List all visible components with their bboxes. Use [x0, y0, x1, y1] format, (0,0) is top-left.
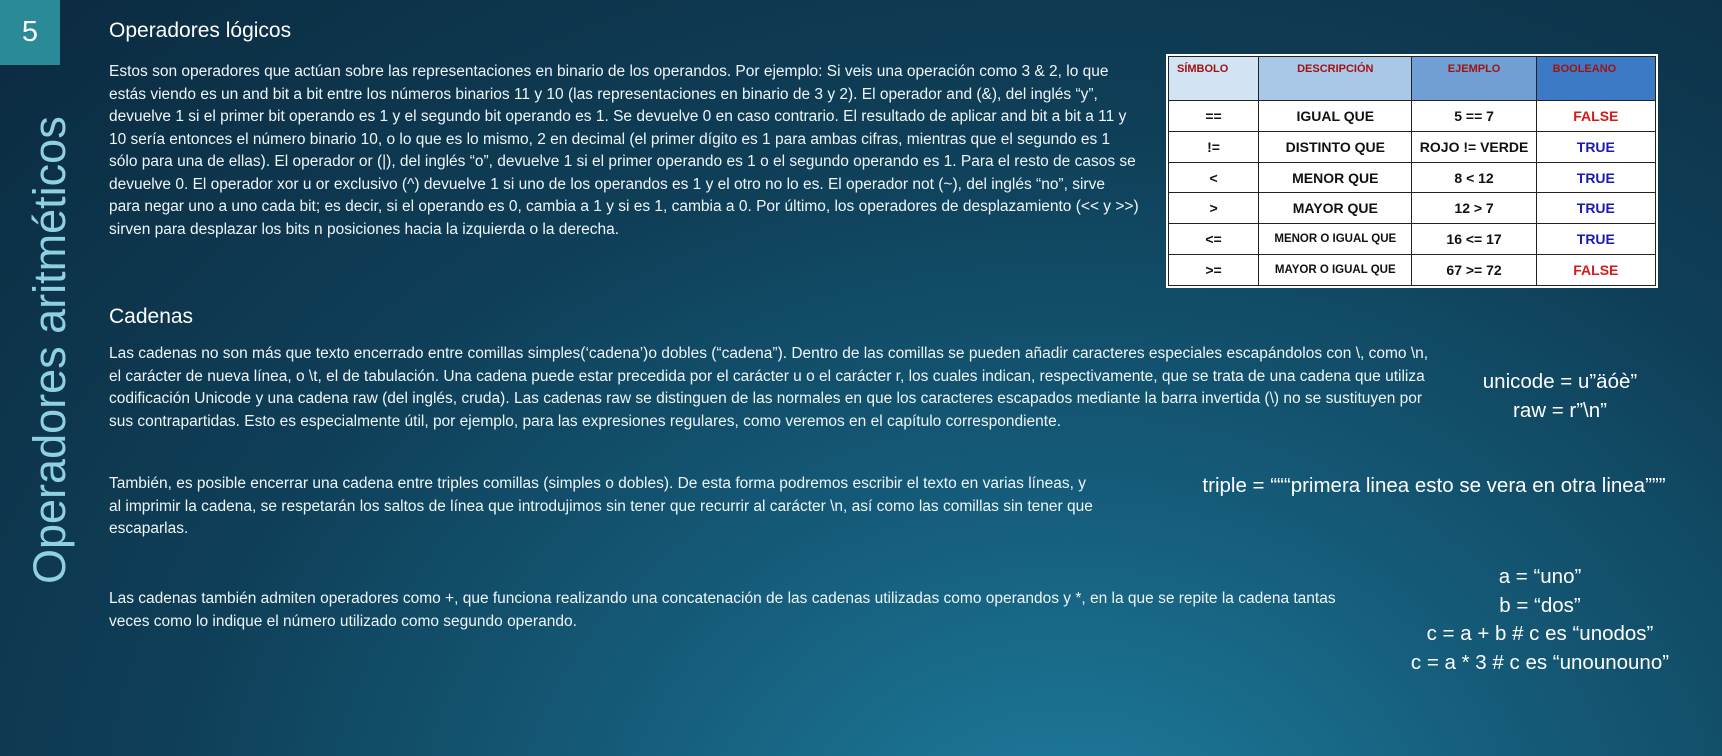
table-header-row — [1169, 57, 1656, 101]
cell-boolean: FALSE — [1536, 255, 1655, 286]
cell-description: MENOR O IGUAL QUE — [1259, 224, 1412, 255]
table-row — [1169, 101, 1656, 132]
cell-symbol: > — [1169, 193, 1259, 224]
table-row — [1169, 162, 1656, 193]
cell-boolean: TRUE — [1536, 131, 1655, 162]
cell-boolean: FALSE — [1536, 101, 1655, 132]
cell-description: MAYOR O IGUAL QUE — [1259, 255, 1412, 286]
code-line: c = a * 3 # c es “unounouno” — [1410, 650, 1670, 674]
strings-paragraph-2: También, es posible encerrar una cadena entre triples comillas (simples o dobles). De esta forma podremos escribir el texto en varias líneas, y al imprimir la cadena, se respetarán los saltos de línea que introdujimos sin tener que recurrir al carácter \n, así como las comillas sin tener que escaparlas. — [109, 475, 1093, 537]
cell-description: MENOR QUE — [1259, 162, 1412, 193]
section-heading-strings: Cadenas — [109, 305, 194, 328]
header-boolean: BOOLEANO — [1536, 57, 1655, 101]
comparison-table — [1166, 54, 1658, 288]
header-description: DESCRIPCIÓN — [1259, 57, 1412, 101]
strings-paragraph-1: Las cadenas no son más que texto encerrado entre comillas simples(‘cadena’)o dobles (“cadena”). Dentro de las comillas se pueden añadir caracteres especiales escapándolos con \, como \n, el carácter de nueva línea, o \t, el de tabulación. Una cadena puede estar precedida por el carácter u o el carácter r, los cuales indican, respectivamente, que se trata de una cadena que utiliza codificación Unicode y una cadena raw (del inglés, cruda). Las cadenas raw se distinguen de las normales en que los caracteres escapados mediante la barra invertida (\) no se sustituyen por sus contrapartidas. Esto es especialmente útil, por ejemplo, para las expresiones regulares, como veremos en el capítulo correspondiente. — [109, 345, 1429, 430]
cell-boolean: TRUE — [1536, 224, 1655, 255]
cell-example: ROJO != VERDE — [1412, 131, 1536, 162]
cell-symbol: == — [1169, 101, 1259, 132]
section-heading-logical-operators: Operadores lógicos — [109, 19, 292, 42]
header-example: EJEMPLO — [1412, 57, 1536, 101]
code-line: b = “dos” — [1499, 593, 1581, 617]
cell-symbol: >= — [1169, 255, 1259, 286]
cell-description: IGUAL QUE — [1259, 101, 1412, 132]
cell-description: DISTINTO QUE — [1259, 131, 1412, 162]
table-row — [1169, 193, 1656, 224]
cell-symbol: <= — [1169, 224, 1259, 255]
table-row — [1169, 255, 1656, 286]
cell-example: 67 >= 72 — [1412, 255, 1536, 286]
cell-boolean: TRUE — [1536, 162, 1655, 193]
code-line-unicode: unicode = u”äóè” — [1482, 370, 1638, 393]
cell-description: MAYOR QUE — [1259, 193, 1412, 224]
code-concat-example — [1390, 563, 1690, 677]
cell-symbol: != — [1169, 131, 1259, 162]
code-line-raw: raw = r”\n” — [1513, 398, 1607, 422]
cell-boolean: TRUE — [1536, 193, 1655, 224]
cell-example: 8 < 12 — [1412, 162, 1536, 193]
cell-example: 16 <= 17 — [1412, 224, 1536, 255]
cell-example: 12 > 7 — [1412, 193, 1536, 224]
code-triple-example: triple = “““primera linea esto se vera en otra linea””” — [1202, 474, 1666, 497]
code-unicode-example — [1440, 368, 1680, 425]
code-line: c = a + b # c es “unodos” — [1426, 622, 1654, 645]
logical-operators-paragraph: Estos son operadores que actúan sobre las representaciones en binario de los operandos. Por ejemplo: Si veis una operación como 3 & 2, lo que estás viendo es un and bit a bit entre los números binarios 11 y 10 (las representaciones en binario de 3 y 2). El operador and (&), del inglés “y”, devuelve 1 si el primer bit operando es 1 y el segundo bit operando es 1. Se devuelve 0 en caso contrario. El resultado de aplicar and bit a bit a 11 y 10 sería entonces el número binario 10, o lo que es lo mismo, 2 en decimal (el primer dígito es 1 para ambas cifras, mientras que el segundo es 1 sólo para una de ellas). El operador or (|), del inglés “o”, devuelve 1 si el primer operando es 1 o el segundo operando es 1. Para el resto de casos se devuelve 0. El operador xor u or exclusivo (^) devuelve 1 si uno de los operandos es 1 y el otro no lo es. El operador not (~), del inglés “no”, sirve para negar uno a uno cada bit; es decir, si el operando es 0, cambia a 1 y si es 1, cambia a 0. Por último, los operadores de desplazamiento (<< y >>) sirven para desplazar los bits n posiciones hacia la izquierda o la derecha. — [109, 63, 1139, 238]
strings-paragraph-3: Las cadenas también admiten operadores como +, que funciona realizando una concatenación de las cadenas utilizadas como operandos y *, en la que se repite la cadena tantas veces como lo indique el número utilizado como segundo operando. — [109, 590, 1336, 630]
code-line: a = “uno” — [1498, 565, 1582, 588]
table-row — [1169, 131, 1656, 162]
cell-example: 5 == 7 — [1412, 101, 1536, 132]
cell-symbol: < — [1169, 162, 1259, 193]
header-symbol: SÍMBOLO — [1169, 57, 1259, 101]
slide-number: 5 — [0, 0, 60, 65]
table-row — [1169, 224, 1656, 255]
vertical-title: Operadores aritméticos — [24, 116, 75, 584]
